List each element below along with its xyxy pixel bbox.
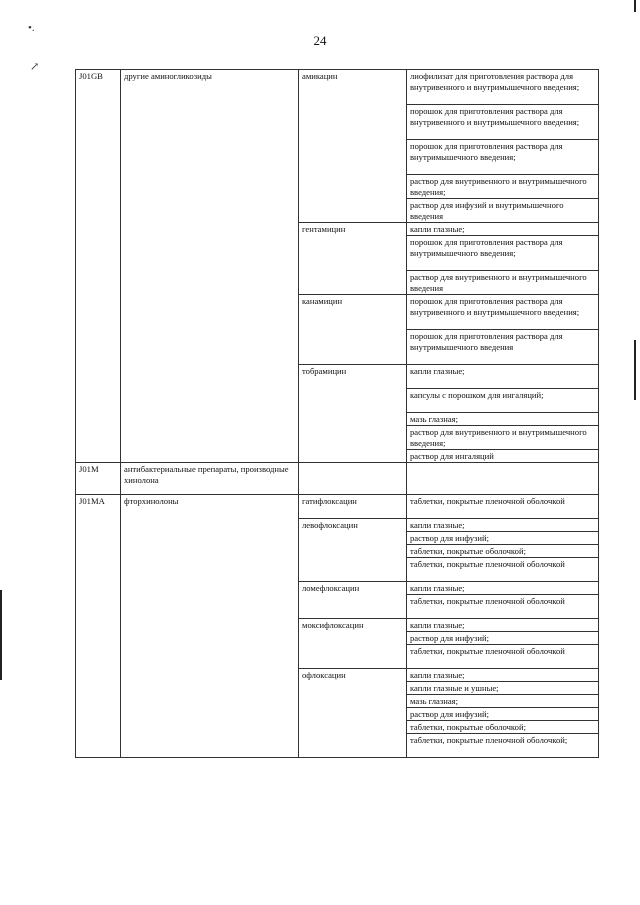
form-cell: капли глазные; bbox=[407, 669, 599, 682]
form-cell: порошок для приготовления раствора для внутривенного и внутримышечного введения; bbox=[407, 105, 599, 140]
form-cell: мазь глазная; bbox=[407, 695, 599, 708]
form-cell: капсулы с порошком для ингаляций; bbox=[407, 389, 599, 413]
table-row bbox=[76, 463, 599, 495]
form-cell: раствор для инфузий и внутримышечного введения bbox=[407, 199, 599, 223]
form-cell bbox=[407, 463, 599, 495]
scan-edge-line bbox=[0, 590, 2, 680]
form-cell: таблетки, покрытые пленочной оболочкой bbox=[407, 558, 599, 582]
form-cell: капли глазные; bbox=[407, 365, 599, 389]
group-cell: фторхинолоны bbox=[121, 495, 299, 758]
form-cell: мазь глазная; bbox=[407, 413, 599, 426]
drug-cell: амикацин bbox=[299, 70, 407, 223]
form-cell: порошок для приготовления раствора для внутримышечного введения bbox=[407, 330, 599, 365]
drug-cell: ломефлоксацин bbox=[299, 582, 407, 619]
table-row bbox=[76, 495, 599, 519]
form-cell: раствор для ингаляций bbox=[407, 450, 599, 463]
drug-cell: левофлоксацин bbox=[299, 519, 407, 582]
scan-speck: ↗ bbox=[30, 61, 40, 73]
group-cell: другие аминогликозиды bbox=[121, 70, 299, 463]
form-cell: капли глазные; bbox=[407, 519, 599, 532]
drug-cell: моксифлоксацин bbox=[299, 619, 407, 669]
form-cell: таблетки, покрытые пленочной оболочкой; bbox=[407, 734, 599, 758]
drug-cell: тобрамицин bbox=[299, 365, 407, 463]
form-cell: таблетки, покрытые пленочной оболочкой bbox=[407, 495, 599, 519]
form-cell: лиофилизат для приготовления раствора для внутривенного и внутримышечного введения; bbox=[407, 70, 599, 105]
form-cell: капли глазные; bbox=[407, 582, 599, 595]
form-cell: раствор для внутривенного и внутримышечного введения; bbox=[407, 175, 599, 199]
form-cell: раствор для инфузий; bbox=[407, 532, 599, 545]
atc-code-cell: J01MA bbox=[76, 495, 121, 758]
form-cell: капли глазные; bbox=[407, 223, 599, 236]
form-cell: таблетки, покрытые оболочкой; bbox=[407, 721, 599, 734]
form-cell: капли глазные и ушные; bbox=[407, 682, 599, 695]
form-cell: порошок для приготовления раствора для внутримышечного введения; bbox=[407, 236, 599, 271]
drug-cell: гентамицин bbox=[299, 223, 407, 295]
page-number: 24 bbox=[313, 33, 327, 48]
form-cell: раствор для внутривенного и внутримышечного введения; bbox=[407, 426, 599, 450]
atc-code-cell: J01M bbox=[76, 463, 121, 495]
scan-edge-line bbox=[634, 340, 636, 400]
form-cell: порошок для приготовления раствора для внутривенного и внутримышечного введения; bbox=[407, 295, 599, 330]
form-cell: капли глазные; bbox=[407, 619, 599, 632]
atc-code-cell: J01GB bbox=[76, 70, 121, 463]
form-cell: раствор для внутривенного и внутримышечного введения bbox=[407, 271, 599, 295]
drug-cell: офлоксацин bbox=[299, 669, 407, 758]
form-cell: таблетки, покрытые оболочкой; bbox=[407, 545, 599, 558]
group-cell: антибактериальные препараты, производные хинолона bbox=[121, 463, 299, 495]
form-cell: таблетки, покрытые пленочной оболочкой bbox=[407, 595, 599, 619]
form-cell: порошок для приготовления раствора для внутримышечного введения; bbox=[407, 140, 599, 175]
drug-cell bbox=[299, 463, 407, 495]
form-cell: раствор для инфузий; bbox=[407, 632, 599, 645]
drug-cell: гатифлоксацин bbox=[299, 495, 407, 519]
form-cell: раствор для инфузий; bbox=[407, 708, 599, 721]
scan-edge-line bbox=[634, 0, 636, 12]
form-cell: таблетки, покрытые пленочной оболочкой bbox=[407, 645, 599, 669]
table-row bbox=[76, 70, 599, 105]
drug-table bbox=[75, 69, 599, 758]
drug-cell: канамицин bbox=[299, 295, 407, 365]
scan-speck: •. bbox=[28, 22, 35, 34]
